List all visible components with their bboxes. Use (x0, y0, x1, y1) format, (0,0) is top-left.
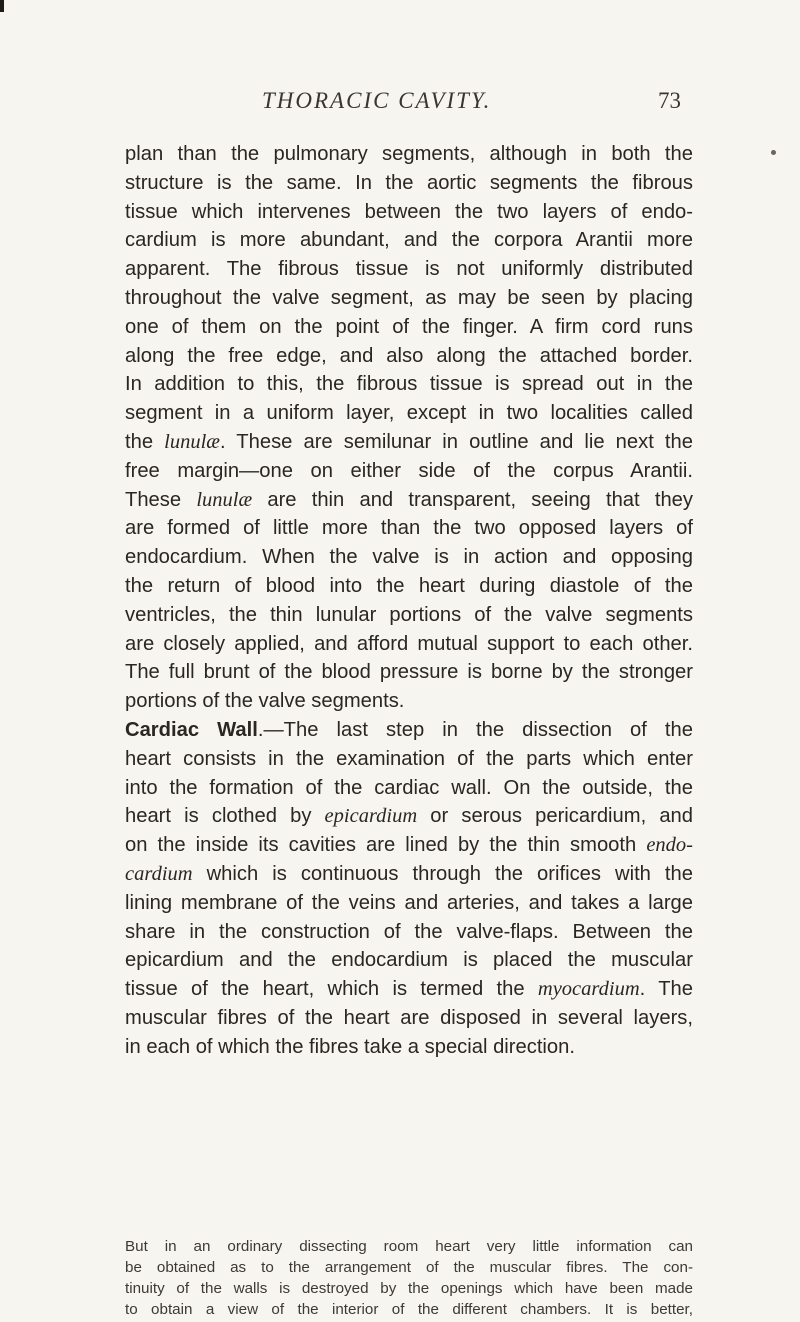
text-run: . These are semilunar in outline and lie next the (219, 430, 693, 453)
italic-term: myocardium (537, 978, 640, 1001)
body-text (125, 140, 693, 1062)
italic-term: lunulæ (196, 488, 253, 511)
text-run: tissue which intervenes between the two layers of endo- (125, 200, 693, 223)
text-run: on the inside its cavities are lined by the thin smooth (125, 834, 647, 857)
text-run: are formed of little more than the two opposed layers of (125, 517, 693, 540)
text-line (125, 802, 693, 831)
text-run: . The (639, 978, 693, 1001)
text-run: heart consists in the examination of the parts which enter (125, 747, 693, 770)
text-line (125, 831, 693, 860)
text-run: are closely applied, and afford mutual support to each other. (125, 632, 693, 655)
footnote-line: to obtain a view of the interior of the different chambers. It is better, (125, 1301, 693, 1318)
text-line (125, 543, 693, 572)
footnote-line: tinuity of the walls is destroyed by the openings which have been made (125, 1280, 693, 1297)
text-run: into the formation of the cardiac wall. On the outside, the (125, 776, 693, 799)
text-line (125, 601, 693, 630)
text-line (125, 774, 693, 803)
text-run: muscular fibres of the heart are disposed in several layers, (125, 1006, 693, 1029)
text-line (125, 514, 693, 543)
text-line (125, 860, 693, 889)
text-line (125, 889, 693, 918)
text-line (125, 687, 693, 716)
text-run: share in the construction of the valve-flaps. Between the (125, 920, 693, 943)
text-line (125, 313, 693, 342)
text-line (125, 226, 693, 255)
text-run: or serous pericardium, and (417, 805, 693, 828)
text-line (125, 284, 693, 313)
text-run: The full brunt of the blood pressure is borne by the stronger (125, 661, 693, 684)
text-line (125, 716, 693, 745)
text-run: in each of which the fibres take a special direction. (125, 1035, 575, 1058)
text-run: one of them on the point of the finger. A firm cord runs (125, 315, 693, 338)
text-run: the (125, 430, 165, 453)
page-number: 73 (658, 88, 681, 113)
text-run: portions of the valve segments. (125, 690, 405, 713)
text-run: along the free edge, and also along the attached border. (125, 344, 693, 367)
text-run: plan than the pulmonary segments, although in both the (125, 143, 693, 165)
footnote (125, 1236, 693, 1320)
text-run: epicardium and the endocardium is placed the muscular (125, 949, 693, 972)
text-run: free margin—one on either side of the corpus Arantii. (125, 459, 693, 482)
text-line (125, 572, 693, 601)
text-line (125, 630, 693, 659)
text-run: lining membrane of the veins and arteries, and takes a large (125, 891, 693, 914)
text-line (125, 457, 693, 486)
text-line (125, 1033, 693, 1062)
footnote-line: But in an ordinary dissecting room heart very little information can (125, 1238, 693, 1255)
text-line (125, 946, 693, 975)
text-run: are thin and transparent, seeing that they (252, 488, 693, 511)
margin-mark (771, 150, 776, 155)
section-heading: Cardiac Wall (125, 718, 258, 741)
text-run: These (125, 488, 197, 511)
text-line (125, 140, 693, 169)
page-edge-mark (0, 0, 4, 12)
text-run: .—The last step in the dissection of the (257, 718, 693, 741)
text-run: heart is clothed by (125, 805, 325, 828)
text-line (125, 745, 693, 774)
italic-term: endo- (646, 834, 693, 857)
text-line (125, 342, 693, 371)
running-head: THORACIC CAVITY. (262, 88, 492, 113)
text-line (125, 370, 693, 399)
text-run: ventricles, the thin lunular portions of the valve segments (125, 603, 693, 626)
page-header (0, 88, 800, 122)
text-run: In addition to this, the fibrous tissue is spread out in the (125, 373, 693, 396)
footnote-line: be obtained as to the arrangement of the muscular fibres. The con- (125, 1259, 693, 1276)
italic-term: epicardium (324, 805, 418, 828)
text-line (125, 486, 693, 515)
text-line (125, 198, 693, 227)
italic-term: cardium (125, 862, 193, 885)
text-run: tissue of the heart, which is termed the (125, 978, 538, 1001)
text-line (125, 255, 693, 284)
text-line (125, 918, 693, 947)
text-run: segment in a uniform layer, except in two localities called (125, 402, 693, 425)
italic-term: lunulæ (164, 430, 220, 453)
text-line (125, 658, 693, 687)
text-line (125, 428, 693, 457)
text-run: the return of blood into the heart during diastole of the (125, 574, 693, 597)
text-line (125, 169, 693, 198)
text-line (125, 975, 693, 1004)
text-run: throughout the valve segment, as may be seen by placing (125, 286, 693, 309)
text-run: cardium is more abundant, and the corpora Arantii more (125, 229, 693, 252)
text-run: structure is the same. In the aortic segments the fibrous (125, 171, 693, 194)
text-run: endocardium. When the valve is in action and opposing (125, 546, 693, 569)
text-line (125, 1004, 693, 1033)
text-run: which is continuous through the orifices with the (192, 862, 693, 885)
text-run: apparent. The fibrous tissue is not uniformly distributed (125, 258, 693, 281)
text-line (125, 399, 693, 428)
